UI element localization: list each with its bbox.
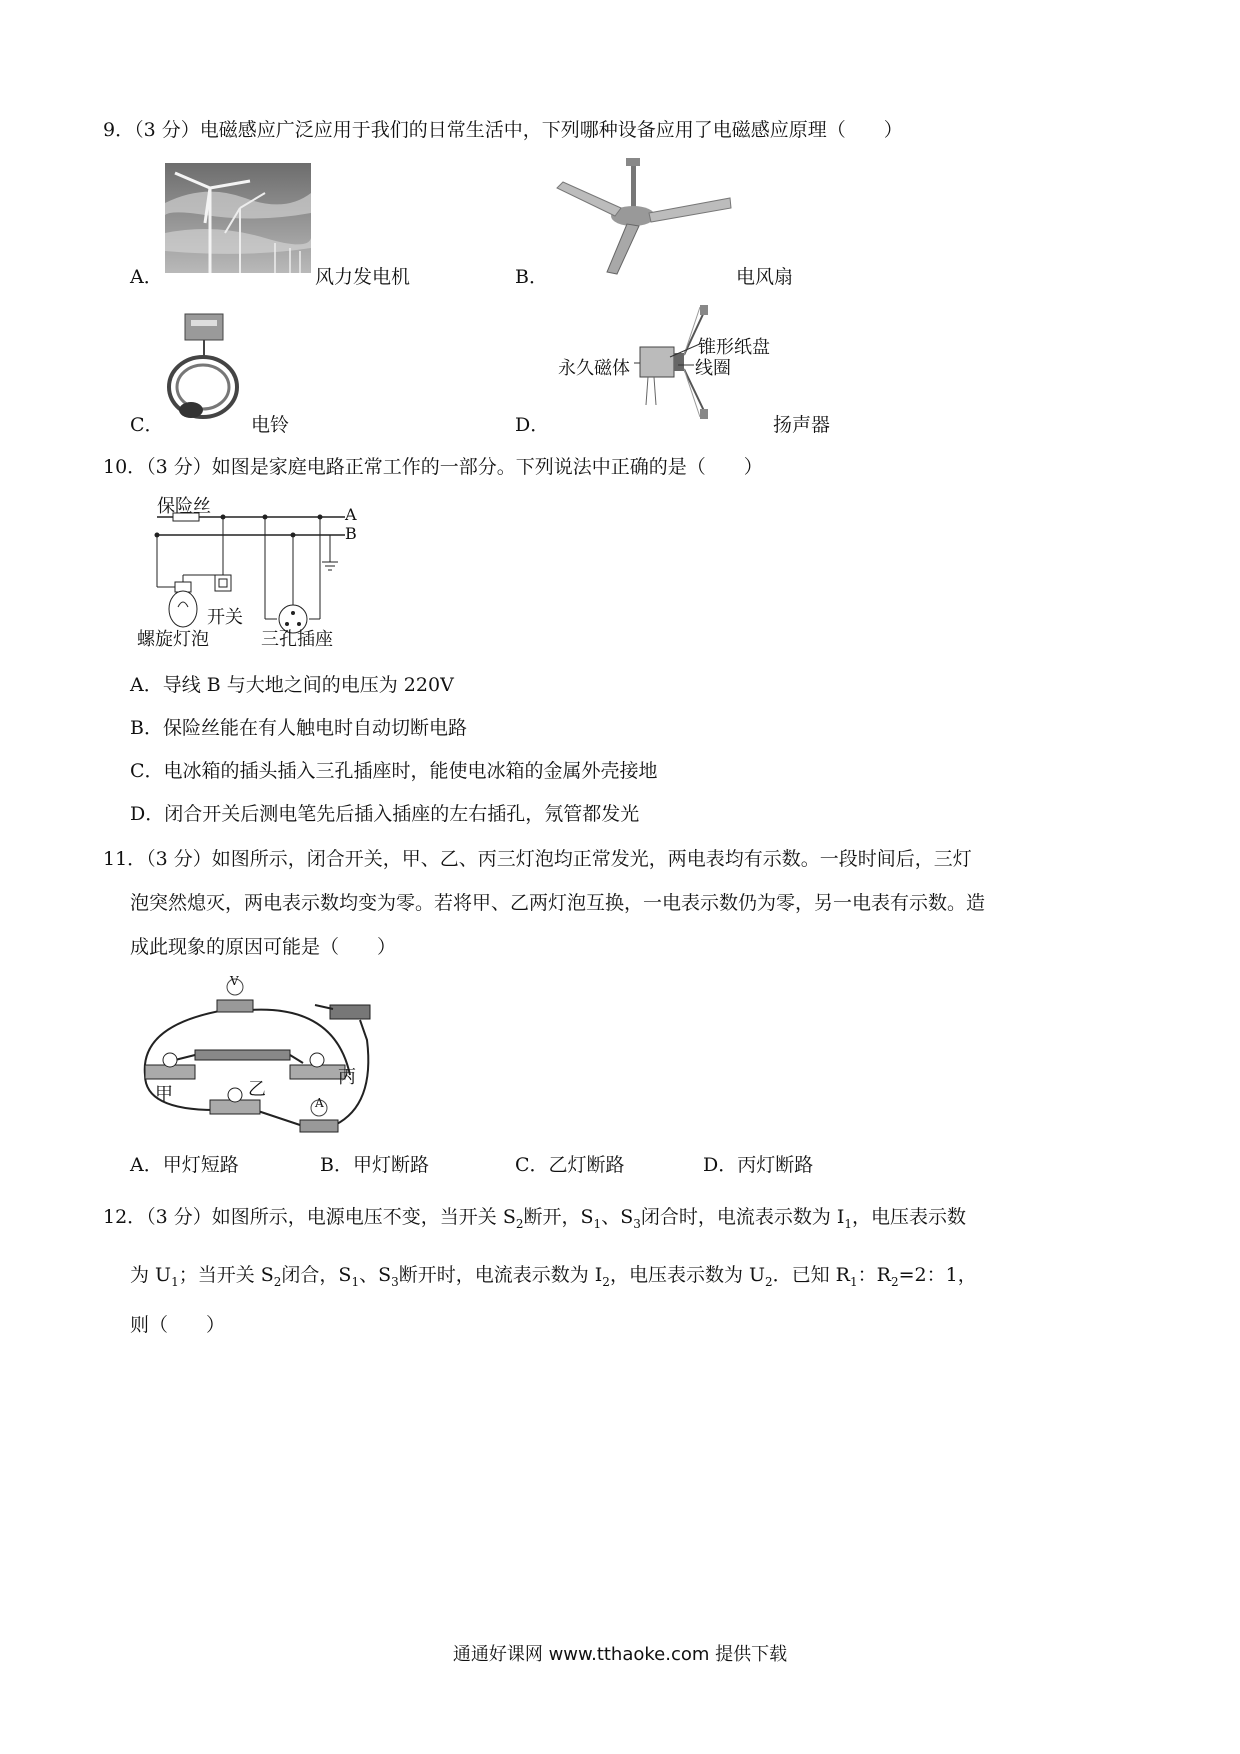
q11-stem-line3: 成此现象的原因可能是（ ） <box>130 936 397 958</box>
q9-stem: 9．（3 分）电磁感应广泛应用于我们的日常生活中，下列哪种设备应用了电磁感应原理（ ） <box>103 119 903 141</box>
lamp-yi-label: 乙 <box>248 1079 266 1100</box>
q9-option-c-label: 电铃 <box>251 414 290 436</box>
q12-stem-line1: 12．（3 分）如图所示，电源电压不变，当开关 $S_2$断开，$S_1$、$S_3$闭合时，电流表示数为 $I_1$，电压表示数 <box>103 1206 967 1231</box>
socket-label: 三孔插座 <box>261 629 333 650</box>
ammeter-label: A <box>315 1096 324 1110</box>
q10-stem: 10．（3 分）如图是家庭电路正常工作的一部分。下列说法中正确的是（ ） <box>103 456 763 478</box>
speaker-cone-label: 锥形纸盘 <box>698 337 770 358</box>
page-footer: 通通好课网 www.tthaoke.com 提供下载 <box>452 1644 788 1665</box>
ceiling-fan-image <box>555 158 733 276</box>
electric-bell-image <box>163 312 245 424</box>
switch-label: 开关 <box>207 607 243 628</box>
q9-option-b-label: 电风扇 <box>736 266 794 288</box>
q9-option-a-label: 风力发电机 <box>315 266 411 288</box>
q10-option-a: A．导线 B 与大地之间的电压为 220V <box>130 674 454 696</box>
lamp-bing-label: 丙 <box>338 1067 356 1088</box>
bulb-label: 螺旋灯泡 <box>137 629 209 650</box>
q11-option-d: D．丙灯断路 <box>703 1154 814 1176</box>
speaker-coil-label: 线圈 <box>695 358 731 379</box>
q12-stem-line2: 为 $U_1$；当开关 $S_2$闭合，$S_1$、$S_3$断开时，电流表示数为 $I_2$，电压表示数为 $U_2$．已知 $R_1$：$R_2=2$：1， <box>130 1264 977 1289</box>
q9-option-d-letter: D． <box>515 414 550 436</box>
speaker-magnet-label: 永久磁体 <box>558 358 630 379</box>
lamp-circuit-drawing <box>135 965 385 1135</box>
fuse-label: 保险丝 <box>157 496 211 517</box>
q11-stem-line1: 11．（3 分）如图所示，闭合开关，甲、乙、丙三灯泡均正常发光，两电表均有示数。一段时间后，三灯 <box>103 848 972 870</box>
q9-option-a-letter: A． <box>130 266 163 288</box>
q11-option-b: B．甲灯断路 <box>320 1154 429 1176</box>
q10-option-d: D．闭合开关后测电笔先后插入插座的左右插孔，氖管都发光 <box>130 803 640 825</box>
lamp-jia-label: 甲 <box>155 1084 173 1105</box>
q12-stem-line3: 则（ ） <box>130 1314 226 1336</box>
q11-option-c: C．乙灯断路 <box>515 1154 625 1176</box>
lamp-circuit-figure <box>135 965 385 1135</box>
household-circuit-figure <box>135 487 375 650</box>
loudspeaker-figure <box>550 305 780 420</box>
q10-option-b: B．保险丝能在有人触电时自动切断电路 <box>130 717 467 739</box>
q9-option-c-letter: C． <box>130 414 164 436</box>
voltmeter-label: V <box>230 974 239 988</box>
line-b-label: B <box>345 524 357 543</box>
line-a-label: A <box>345 505 357 524</box>
q9-option-d-label: 扬声器 <box>773 414 831 436</box>
q11-option-a: A．甲灯短路 <box>130 1154 239 1176</box>
q10-option-c: C．电冰箱的插头插入三孔插座时，能使电冰箱的金属外壳接地 <box>130 760 658 782</box>
q9-option-b-letter: B． <box>515 266 548 288</box>
wind-turbine-image <box>165 163 311 273</box>
q11-stem-line2: 泡突然熄灭，两电表示数均变为零。若将甲、乙两灯泡互换，一电表示数仍为零，另一电表有示数。造 <box>130 892 986 914</box>
